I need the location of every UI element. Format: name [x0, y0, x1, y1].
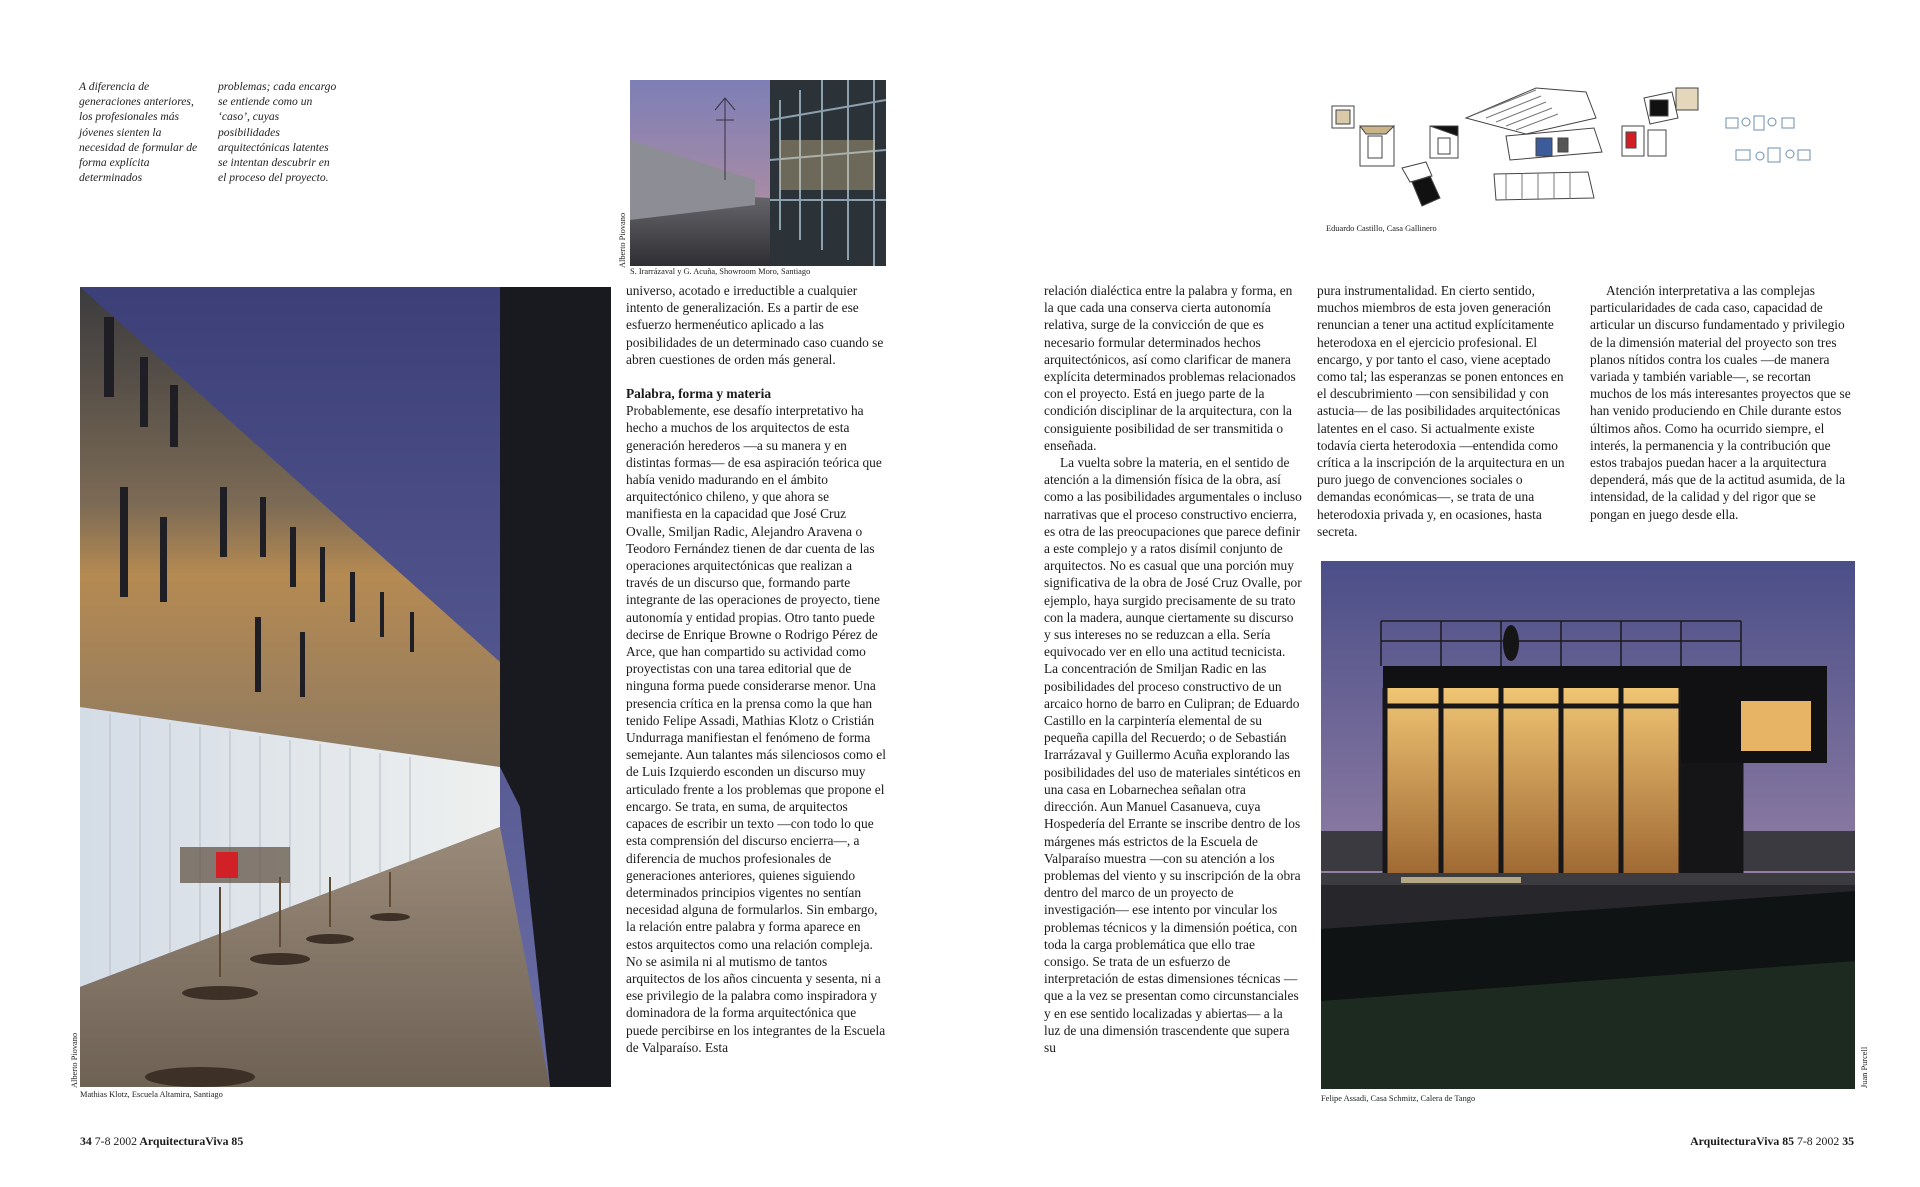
folio-left-date: 7-8 2002 — [94, 1134, 138, 1148]
showroom-credit: Alberto Piovano — [618, 212, 627, 268]
folio-left-magazine: ArquitecturaViva 85 — [139, 1134, 244, 1148]
showroom-caption: S. Irarrázaval y G. Acuña, Showroom Moro, Santiago — [630, 267, 811, 276]
col1-paragraph-2: Probablemente, ese desafío interpretativo ha hecho a muchos de los arquitectos de esta generación herederos —a su manera y en distintas formas— de esa aspiración teórica que había venido madurando en el ámbito arquitectónico chileno, y que ahora se manifiesta en la capacidad que José Cruz Ovalle, Smiljan Radic, Alejandro Aravena o Teodoro Fernández tienen de dar cuenta de las operaciones arquitectónicas que realizan a través de un discurso que, formando parte integrante de las operaciones de proyecto, tiene autonomía y entidad propias. Otro tanto puede decirse de Enrique Browne o Rodrigo Pérez de Arce, que han compartido su actividad como proyectistas con una tarea editorial que de ninguna forma puede considerarse menor. Una presencia crítica en la prensa como la que han tenido Felipe Assadi, Mathias Klotz o Cristián Undurraga manifiestan el fenómeno de forma semejante. Aun talantes más silenciosos como el de Luis Izquierdo esconden un discurso muy articulado frente a los problemas que propone el encargo. Se trata, en suma, de arquitectos capaces de escribir un texto —con todo lo que esta comprensión del discurso encierra—, a diferencia de muchos profesionales de generaciones anteriores, quienes siguiendo determinados principios vigentes no sentían necesidad alguna de formularlos. Sin embargo, la relación entre palabra y forma aparece en estos arquitectos como una relación compleja. No se asimila ni al mutismo de tantos arquitectos de los años cincuenta y sesenta, ni a ese privilegio de la palabra como inspiradora y dominadora de la forma arquitectónica que puede percibirse en los integrantes de la Escuela de Valparaíso. Esta — [626, 403, 886, 1055]
schmitz-photo — [1321, 561, 1855, 1089]
gallinero-caption: Eduardo Castillo, Casa Gallinero — [1326, 224, 1437, 233]
schmitz-credit: Juan Purcell — [1860, 1046, 1869, 1088]
folio-left-page: 34 — [80, 1134, 92, 1148]
altamira-credit: Alberto Piovano — [70, 1032, 79, 1088]
pull-quote-right: problemas; cada encargo se entiende como un ‘caso’, cuyas posibilidades arquitectónicas latentes se intentan descubrir en el proceso del proyecto. — [218, 80, 337, 185]
section-heading: Palabra, forma y materia — [626, 386, 772, 402]
folio-right-date: 7-8 2002 — [1796, 1134, 1840, 1148]
col2-paragraph-1: relación dialéctica entre la palabra y forma, en la que cada una conserva cierta autonomía relativa, surge de la convicción de que es necesario formular determinados hechos arquitectónicos, así como clarificar de manera explícita determinados problemas relacionados con el proyecto. Está en juego parte de la condición disciplinar de la arquitectura, con la consiguiente posibilidad de ser transmitida o enseñada. — [1044, 283, 1296, 453]
col1-paragraph-1: universo, acotado e irreductible a cualquier intento de generalización. Es a partir de ese esfuerzo hermenéutico aplicado a las posibilidades de un determinado caso cuando se abren cuestiones de orden más general. — [626, 283, 884, 367]
schmitz-caption: Felipe Assadi, Casa Schmitz, Calera de Tango — [1321, 1094, 1476, 1103]
altamira-photo — [80, 287, 611, 1087]
folio-right-page: 35 — [1842, 1134, 1854, 1148]
pull-quote-left: A diferencia de generaciones anteriores, los profesionales más jóvenes sienten la necesidad de formular de forma explícita determinados — [79, 80, 198, 185]
showroom-photo — [630, 80, 886, 266]
altamira-caption: Mathias Klotz, Escuela Altamira, Santiago — [80, 1090, 223, 1099]
article-column-3 — [1317, 282, 1573, 540]
col2-paragraph-2: La vuelta sobre la materia, en el sentido de atención a la dimensión física de la obra, así como a las posibilidades argumentales o incluso narrativas que el proceso constructivo encierra, es otra de las preocupaciones que parece definir a este complejo y a ratos disímil conjunto de arquitectos. No es casual que una porción muy significativa de la obra de José Cruz Ovalle, por ejemplo, haya surgido precisamente de su trato con la madera, aunque ciertamente su discurso y sus intereses no se reduzcan a ella. Sería equivocado ver en ello una actitud tecnicista. La concentración de Smiljan Radic en las posibilidades del proceso constructivo de un arcaico horno de barro en Culipran; de Eduardo Castillo en la carpintería elemental de su pequeña capilla del Recuerdo; o de Sebastián Irarrázaval y Guillermo Acuña explorando las posibilidades del uso de materiales sintéticos en una casa en Lobarnechea señalan otra dirección. Aun Manuel Casanueva, cuya Hospedería del Errante se inscribe dentro de los márgenes más estrictos de la Escuela de Valparaíso muestra —con su atención a los problemas del viento y su inscripción de la obra dentro del marco de un proyecto de investigación— ese intento por vincular los problemas técnicos y la dimensión poética, con toda la carga problemática que ello trae consigo. Se trata de un esfuerzo de interpretación de estas dimensiones técnicas —que a la vez se presentan como circunstanciales y en ese sentido localizadas y abiertas— a la luz de una dimensión trascendente que supera su — [1044, 455, 1302, 1055]
col4-paragraph-1: Atención interpretativa a las complejas particularidades de cada caso, capacidad de articular un discurso fundamentado y privilegio de la dimensión material del proyecto son tres planos nítidos contra los cuales —de manera variada y también variable—, se recortan muchos de los más interesantes proyectos que se han venido produciendo en Chile durante estos últimos años. Como ha ocurrido siempre, el interés, la permanencia y la contribución que estos trabajos puedan hacer a la arquitectura dependerá, más que de la actitud asumida, de la intensidad, de la calidad y del rigor que se pongan en juego desde ella. — [1590, 283, 1851, 522]
gallinero-drawings — [1326, 78, 1836, 220]
col3-paragraph-1: pura instrumentalidad. En cierto sentido, muchos miembros de esta joven generación renuncian a tener una actitud explícitamente heterodoxa en el ejercicio profesional. El encargo, y por tanto el caso, viene aceptado como tal; las esperanzas se ponen entonces en el descubrimiento —con sensibilidad y con astucia— de las posibilidades arquitectónicas latentes en el caso. Si actualmente existe todavía cierta heterodoxia —entendida como crítica a la inscripción de la arquitectura en un puro juego de convenciones sociales o demandas económicas—, se trata de una heterodoxia privada y, en ocasiones, hasta secreta. — [1317, 283, 1565, 539]
folio-left — [80, 1134, 243, 1149]
folio-right — [1690, 1134, 1854, 1149]
folio-right-magazine: ArquitecturaViva 85 — [1690, 1134, 1795, 1148]
article-column-1 — [626, 282, 886, 1056]
article-column-4 — [1590, 282, 1852, 523]
article-column-2 — [1044, 282, 1302, 1056]
